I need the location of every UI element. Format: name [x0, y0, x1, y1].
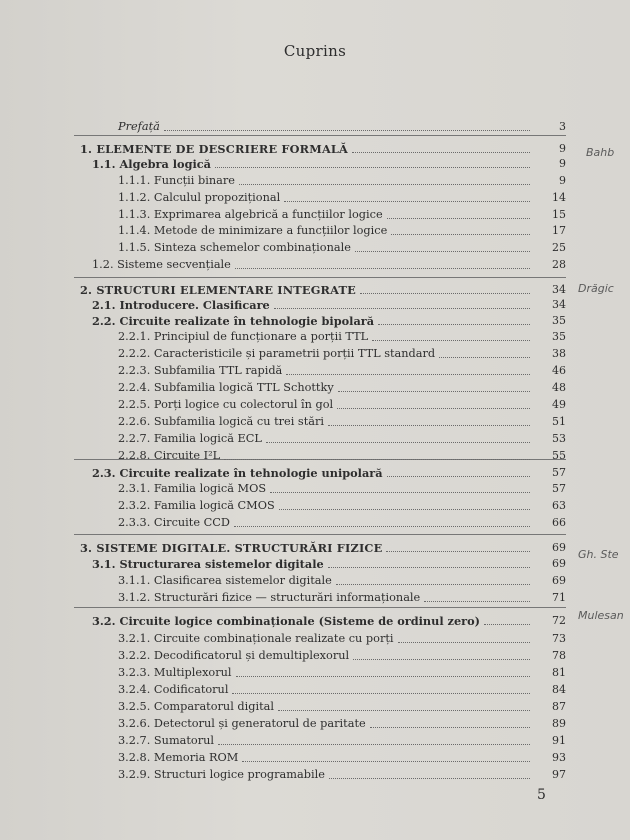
toc-page-number: 87 [552, 700, 566, 713]
leader-dots [239, 184, 530, 185]
toc-page-number: 3 [559, 120, 566, 133]
toc-entry-title: 1.1.4. Metode de minimizare a funcțiilor logice [118, 224, 388, 237]
toc-entry [118, 120, 160, 134]
toc-entry-title: 1.1.1. Funcții binare [118, 174, 235, 187]
toc-entry-title: 1.1.3. Exprimarea algebrică a funcțiilor logice [118, 208, 383, 221]
leader-dots [266, 442, 530, 443]
toc-entry-title: 3.1.1. Clasificarea sistemelor digitale [118, 574, 332, 587]
leader-dots [242, 761, 530, 762]
leader-dots [164, 130, 530, 131]
toc-entry-title: 2.2.2. Caracteristicile și parametrii porții TTL standard [118, 347, 436, 360]
leader-dots [270, 492, 530, 493]
toc-entry [80, 541, 382, 555]
toc-page-number: 89 [552, 717, 566, 730]
toc-entry-title: 1.1.5. Sinteza schemelor combinaționale [118, 241, 351, 254]
section-divider [74, 135, 566, 136]
toc-page-number: 84 [552, 683, 566, 696]
leader-dots [372, 340, 530, 341]
toc-entry-title: 2.3. Circuite realizate în tehnologie unipolară [92, 466, 383, 480]
toc-page-number: 69 [552, 557, 566, 570]
toc-page-number: 78 [552, 649, 566, 662]
toc-entry [118, 734, 214, 748]
toc-entry [92, 258, 231, 272]
toc-entry [118, 330, 368, 344]
toc-entry-title: 1. ELEMENTE DE DESCRIERE FORMALĂ [80, 142, 349, 156]
toc-page-number: 93 [552, 751, 566, 764]
section-divider [74, 277, 566, 278]
leader-dots [484, 624, 530, 625]
margin-note: Mulesan [578, 609, 624, 622]
leader-dots [398, 642, 530, 643]
toc-page-number: 69 [552, 574, 566, 587]
toc-entry-title: 2.2.7. Familia logică ECL [118, 432, 262, 445]
toc-entry [118, 649, 349, 663]
toc-entry [118, 700, 274, 714]
toc-entry [118, 224, 387, 238]
leader-dots [328, 567, 530, 568]
toc-entry [80, 283, 356, 297]
toc-page-number: 49 [552, 398, 566, 411]
toc-page-number: 91 [552, 734, 566, 747]
leader-dots [387, 476, 530, 477]
leader-dots [424, 601, 530, 602]
section-divider [74, 607, 566, 608]
toc-entry [80, 142, 348, 156]
leader-dots [355, 251, 530, 252]
toc-entry [92, 614, 480, 628]
toc-entry-title: 3.2.1. Circuite combinaționale realizate cu porți [118, 632, 394, 645]
leader-dots [338, 391, 530, 392]
toc-entry [118, 683, 228, 697]
toc-entry-title: 2.1. Introducere. Clasificare [92, 298, 270, 312]
toc-entry-title: 2.2.5. Porți logice cu colectorul în gol [118, 398, 334, 411]
toc-page-number: 81 [552, 666, 566, 679]
leader-dots [224, 459, 530, 460]
toc-page-number: 17 [552, 224, 566, 237]
toc-entry-title: 2.2.8. Circuite I²L [118, 449, 221, 462]
toc-page-number: 38 [552, 347, 566, 360]
toc-entry [118, 499, 275, 513]
toc-page-number: 53 [552, 432, 566, 445]
leader-dots [386, 551, 530, 552]
leader-dots [232, 693, 530, 694]
toc-entry [118, 241, 351, 255]
toc-entry [92, 466, 383, 480]
toc-entry-title: 2.2.4. Subfamilia logică TTL Schottky [118, 381, 334, 394]
toc-page-number: 48 [552, 381, 566, 394]
toc-page-number: 72 [552, 614, 566, 627]
toc-entry-title: 3. SISTEME DIGITALE. STRUCTURĂRI FIZICE [80, 541, 383, 555]
toc-entry-title: 2. STRUCTURI ELEMENTARE INTEGRATE [80, 283, 356, 297]
toc-page-number: 97 [552, 768, 566, 781]
toc-entry [92, 557, 324, 571]
toc-entry [118, 768, 325, 782]
toc-entry [118, 482, 266, 496]
toc-entry-title: 2.2.3. Subfamilia TTL rapidă [118, 364, 283, 377]
leader-dots [360, 293, 530, 294]
page-number: 5 [537, 787, 546, 803]
toc-entry [92, 314, 374, 328]
margin-note: Gh. Ste [578, 548, 619, 561]
leader-dots [286, 374, 530, 375]
toc-page-number: 28 [552, 258, 566, 271]
toc-page-number: 34 [552, 283, 566, 296]
toc-entry-title: 3.2.7. Sumatorul [118, 734, 215, 747]
toc-entry [118, 717, 366, 731]
toc-entry-title: 1.1.2. Calculul propozițional [118, 191, 281, 204]
toc-page-number: 69 [552, 541, 566, 554]
margin-note: Drăgic [578, 282, 614, 295]
toc-page-number: 46 [552, 364, 566, 377]
toc-entry-title: 3.2.5. Comparatorul digital [118, 700, 274, 713]
toc-entry [118, 449, 220, 463]
toc-page-number: 57 [552, 482, 566, 495]
leader-dots [274, 308, 530, 309]
toc-entry [118, 191, 280, 205]
toc-entry [118, 632, 394, 646]
toc-entry-title: 2.3.3. Circuite CCD [118, 516, 230, 529]
toc-entry [118, 381, 334, 395]
toc-entry [118, 516, 230, 530]
toc-entry-title: 3.2. Circuite logice combinaționale (Sisteme de ordinul zero) [92, 614, 480, 628]
toc-page-number: 66 [552, 516, 566, 529]
toc-entry [118, 174, 235, 188]
toc-entry [92, 157, 211, 171]
toc-entry [118, 347, 435, 361]
toc-entry-title: 3.2.4. Codificatorul [118, 683, 229, 696]
toc-entry [118, 751, 238, 765]
toc-entry-title: 3.2.3. Multiplexorul [118, 666, 232, 679]
leader-dots [278, 710, 530, 711]
leader-dots [391, 234, 530, 235]
toc-entry [118, 415, 324, 429]
toc-entry-title: 2.3.1. Familia logică MOS [118, 482, 267, 495]
toc-entry-title: 3.1. Structurarea sistemelor digitale [92, 557, 324, 571]
toc-entry-title: 3.2.9. Structuri logice programabile [118, 768, 325, 781]
section-divider [74, 534, 566, 535]
toc-entry [118, 574, 332, 588]
toc-entry-title: 2.2. Circuite realizate în tehnologie bipolară [92, 314, 375, 328]
margin-note: Bahb [586, 146, 615, 159]
toc-page-number: 14 [552, 191, 566, 204]
toc-entry-title: 3.2.6. Detectorul și generatorul de paritate [118, 717, 366, 730]
page-title: Cuprins [283, 42, 347, 60]
leader-dots [329, 778, 530, 779]
toc-page-number: 63 [552, 499, 566, 512]
toc-page-number: 57 [552, 466, 566, 479]
leader-dots [337, 408, 530, 409]
leader-dots [378, 324, 530, 325]
leader-dots [234, 526, 530, 527]
toc-entry [118, 364, 282, 378]
toc-page-number: 34 [552, 298, 566, 311]
toc-page-number: 15 [552, 208, 566, 221]
toc-page-number: 51 [552, 415, 566, 428]
leader-dots [215, 167, 530, 168]
toc-entry-title: Prefață [118, 120, 160, 133]
toc-entry-title: 2.3.2. Familia logică CMOS [118, 499, 275, 512]
toc-page-number: 9 [559, 142, 566, 155]
leader-dots [352, 152, 530, 153]
toc-page-number: 9 [559, 157, 566, 170]
leader-dots [236, 676, 530, 677]
leader-dots [336, 584, 530, 585]
toc-entry-title: 3.2.8. Memoria ROM [118, 751, 239, 764]
leader-dots [218, 744, 530, 745]
toc-entry [118, 666, 232, 680]
toc-page-number: 71 [552, 591, 566, 604]
toc-entry-title: 3.2.2. Decodificatorul și demultiplexorul [118, 649, 350, 662]
toc-page-number: 55 [552, 449, 566, 462]
leader-dots [328, 425, 530, 426]
leader-dots [353, 659, 530, 660]
toc-page-number: 35 [552, 314, 566, 327]
toc-entry-title: 1.1. Algebra logică [92, 157, 211, 171]
toc-entry-title: 3.1.2. Structurări fizice — structurări informaționale [118, 591, 421, 604]
toc-entry-title: 1.2. Sisteme secvențiale [92, 258, 231, 271]
toc-entry-title: 2.2.1. Principiul de funcționare a porții TTL [118, 330, 369, 343]
toc-page-number: 9 [559, 174, 566, 187]
leader-dots [284, 201, 530, 202]
toc-entry [118, 398, 333, 412]
leader-dots [235, 268, 530, 269]
toc-entry [118, 432, 262, 446]
toc-entry [118, 591, 420, 605]
leader-dots [387, 218, 530, 219]
leader-dots [370, 727, 530, 728]
toc-entry [118, 208, 383, 222]
toc-page-number: 73 [552, 632, 566, 645]
toc-entry [92, 298, 270, 312]
toc-page-number: 35 [552, 330, 566, 343]
toc-page-number: 25 [552, 241, 566, 254]
toc-entry-title: 2.2.6. Subfamilia logică cu trei stări [118, 415, 324, 428]
leader-dots [279, 509, 530, 510]
leader-dots [439, 357, 530, 358]
